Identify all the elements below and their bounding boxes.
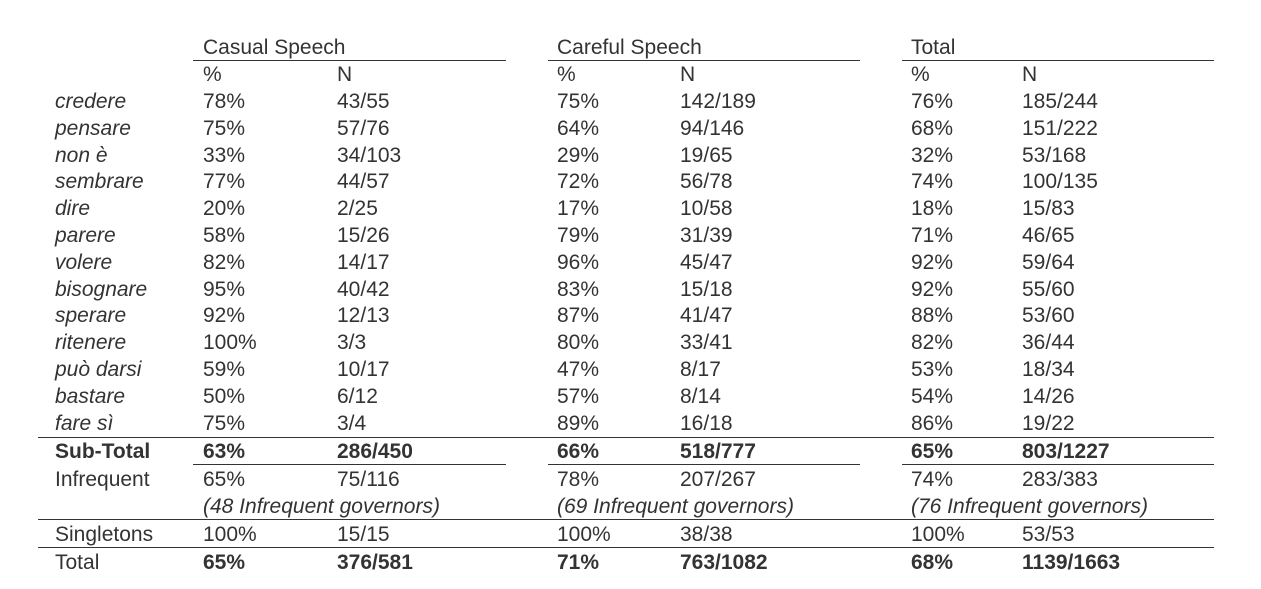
verb-label: ritenere xyxy=(55,331,127,354)
col-header-pct: % xyxy=(911,63,930,86)
infrequent-pct: 74% xyxy=(911,468,954,491)
n-cell: 44/57 xyxy=(337,170,390,193)
total-pct: 68% xyxy=(911,551,954,574)
subtotal-pct: 63% xyxy=(203,440,246,463)
n-cell: 59/64 xyxy=(1022,251,1075,274)
pct-cell: 47% xyxy=(557,358,600,381)
n-cell: 53/60 xyxy=(1022,304,1075,327)
pct-cell: 20% xyxy=(203,197,246,220)
pct-cell: 100% xyxy=(203,331,257,354)
n-cell: 2/25 xyxy=(337,197,378,220)
pct-cell: 95% xyxy=(203,278,246,301)
infrequent-n: 75/116 xyxy=(337,468,400,491)
singletons-n: 53/53 xyxy=(1022,523,1075,546)
pct-cell: 76% xyxy=(911,90,954,113)
pct-cell: 86% xyxy=(911,412,954,435)
n-cell: 33/41 xyxy=(680,331,733,354)
singletons-pct: 100% xyxy=(911,523,965,546)
infrequent-n: 207/267 xyxy=(680,468,756,491)
pct-cell: 92% xyxy=(203,304,246,327)
verb-label: volere xyxy=(55,251,113,274)
n-cell: 31/39 xyxy=(680,224,733,247)
n-cell: 10/17 xyxy=(337,358,390,381)
n-cell: 14/17 xyxy=(337,251,390,274)
pct-cell: 77% xyxy=(203,170,246,193)
pct-cell: 54% xyxy=(911,385,954,408)
singletons-pct: 100% xyxy=(203,523,257,546)
total-n: 376/581 xyxy=(337,551,413,574)
pct-cell: 75% xyxy=(203,117,246,140)
singletons-pct: 100% xyxy=(557,523,611,546)
n-cell: 34/103 xyxy=(337,144,402,167)
col-header-pct: % xyxy=(203,63,222,86)
pct-cell: 71% xyxy=(911,224,954,247)
subtotal-pct: 65% xyxy=(911,440,954,463)
n-cell: 16/18 xyxy=(680,412,733,435)
n-cell: 40/42 xyxy=(337,278,390,301)
verb-label: sembrare xyxy=(55,170,144,193)
col-header-n: N xyxy=(337,63,353,86)
group-title-casual: Casual Speech xyxy=(203,36,346,59)
n-cell: 55/60 xyxy=(1022,278,1075,301)
verb-label: bisognare xyxy=(55,278,148,301)
n-cell: 57/76 xyxy=(337,117,390,140)
col-header-n: N xyxy=(680,63,696,86)
infrequent-n: 283/383 xyxy=(1022,468,1098,491)
total-pct: 65% xyxy=(203,551,246,574)
subtotal-pct: 66% xyxy=(557,440,600,463)
n-cell: 19/65 xyxy=(680,144,733,167)
pct-cell: 68% xyxy=(911,117,954,140)
subtotal-n: 518/777 xyxy=(680,440,756,463)
subtotal-n: 286/450 xyxy=(337,440,413,463)
pct-cell: 83% xyxy=(557,278,600,301)
verb-label: fare sì xyxy=(55,412,114,435)
pct-cell: 92% xyxy=(911,278,954,301)
pct-cell: 74% xyxy=(911,170,954,193)
infrequent-pct: 65% xyxy=(203,468,246,491)
verb-label: dire xyxy=(55,197,91,220)
n-cell: 12/13 xyxy=(337,304,390,327)
n-cell: 15/18 xyxy=(680,278,733,301)
n-cell: 94/146 xyxy=(680,117,745,140)
n-cell: 3/4 xyxy=(337,412,367,435)
pct-cell: 82% xyxy=(911,331,954,354)
verb-label: sperare xyxy=(55,304,127,327)
verb-label: può darsi xyxy=(55,358,142,381)
n-cell: 36/44 xyxy=(1022,331,1075,354)
n-cell: 53/168 xyxy=(1022,144,1087,167)
singletons-label: Singletons xyxy=(55,523,154,546)
total-rule xyxy=(38,547,1214,548)
infrequent-rule-casual xyxy=(193,464,506,465)
verb-label: credere xyxy=(55,90,127,113)
total-pct: 71% xyxy=(557,551,600,574)
n-cell: 15/83 xyxy=(1022,197,1075,220)
n-cell: 3/3 xyxy=(337,331,367,354)
pct-cell: 33% xyxy=(203,144,246,167)
pct-cell: 17% xyxy=(557,197,600,220)
infrequent-note: (76 Infrequent governors) xyxy=(911,495,1148,518)
n-cell: 15/26 xyxy=(337,224,390,247)
group-title-total: Total xyxy=(911,36,956,59)
pct-cell: 29% xyxy=(557,144,600,167)
singletons-n: 38/38 xyxy=(680,523,733,546)
pct-cell: 18% xyxy=(911,197,954,220)
infrequent-note: (48 Infrequent governors) xyxy=(203,495,440,518)
pct-cell: 53% xyxy=(911,358,954,381)
n-cell: 10/58 xyxy=(680,197,733,220)
n-cell: 46/65 xyxy=(1022,224,1075,247)
group-rule-careful xyxy=(548,60,860,61)
n-cell: 56/78 xyxy=(680,170,733,193)
n-cell: 41/47 xyxy=(680,304,733,327)
pct-cell: 92% xyxy=(911,251,954,274)
verb-label: non è xyxy=(55,144,108,167)
n-cell: 18/34 xyxy=(1022,358,1075,381)
singletons-rule xyxy=(38,519,1214,520)
col-header-pct: % xyxy=(557,63,576,86)
subtotal-label: Sub-Total xyxy=(55,440,151,463)
group-title-careful: Careful Speech xyxy=(557,36,702,59)
pct-cell: 87% xyxy=(557,304,600,327)
n-cell: 8/14 xyxy=(680,385,721,408)
subtotal-n: 803/1227 xyxy=(1022,440,1110,463)
pct-cell: 88% xyxy=(911,304,954,327)
pct-cell: 59% xyxy=(203,358,246,381)
pct-cell: 96% xyxy=(557,251,600,274)
verb-label: bastare xyxy=(55,385,126,408)
infrequent-label: Infrequent xyxy=(55,468,150,491)
infrequent-rule-total xyxy=(902,464,1214,465)
n-cell: 100/135 xyxy=(1022,170,1098,193)
pct-cell: 50% xyxy=(203,385,246,408)
infrequent-note: (69 Infrequent governors) xyxy=(557,495,794,518)
infrequent-pct: 78% xyxy=(557,468,600,491)
n-cell: 6/12 xyxy=(337,385,378,408)
total-n: 1139/1663 xyxy=(1022,551,1121,574)
pct-cell: 57% xyxy=(557,385,600,408)
total-label: Total xyxy=(55,551,100,574)
singletons-n: 15/15 xyxy=(337,523,390,546)
n-cell: 45/47 xyxy=(680,251,733,274)
n-cell: 14/26 xyxy=(1022,385,1075,408)
pct-cell: 79% xyxy=(557,224,600,247)
pct-cell: 78% xyxy=(203,90,246,113)
pct-cell: 32% xyxy=(911,144,954,167)
infrequent-rule-careful xyxy=(548,464,860,465)
pct-cell: 75% xyxy=(203,412,246,435)
pct-cell: 58% xyxy=(203,224,246,247)
pct-cell: 72% xyxy=(557,170,600,193)
verb-label: parere xyxy=(55,224,116,247)
verb-label: pensare xyxy=(55,117,131,140)
n-cell: 43/55 xyxy=(337,90,390,113)
n-cell: 8/17 xyxy=(680,358,721,381)
pct-cell: 75% xyxy=(557,90,600,113)
n-cell: 185/244 xyxy=(1022,90,1098,113)
n-cell: 142/189 xyxy=(680,90,756,113)
pct-cell: 82% xyxy=(203,251,246,274)
pct-cell: 89% xyxy=(557,412,600,435)
group-rule-total xyxy=(902,60,1214,61)
n-cell: 19/22 xyxy=(1022,412,1075,435)
pct-cell: 80% xyxy=(557,331,600,354)
col-header-n: N xyxy=(1022,63,1038,86)
total-n: 763/1082 xyxy=(680,551,768,574)
pct-cell: 64% xyxy=(557,117,600,140)
n-cell: 151/222 xyxy=(1022,117,1098,140)
